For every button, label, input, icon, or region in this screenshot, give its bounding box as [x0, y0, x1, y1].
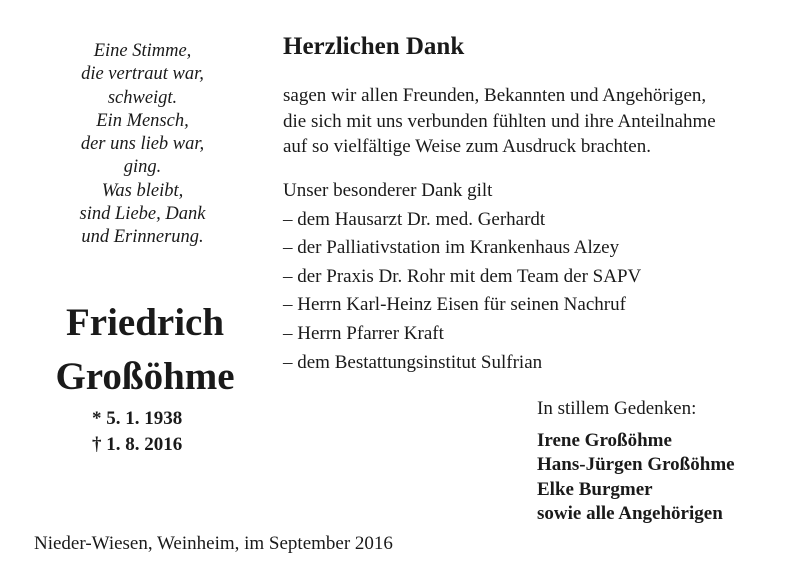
- poem-line: Was bleibt,: [101, 180, 184, 201]
- mourner-name: Irene Großöhme: [537, 429, 672, 451]
- poem-line: Ein Mensch,: [96, 110, 189, 131]
- mourner-name: Elke Burgmer: [537, 478, 653, 500]
- mourner-name: sowie alle Angehörigen: [537, 503, 723, 524]
- thanks-item: – der Praxis Dr. Rohr mit dem Team der SAPV: [283, 265, 642, 287]
- thanks-intro-line: auf so vielfältige Weise zum Ausdruck brachten.: [283, 136, 651, 157]
- thanks-item: – Herrn Pfarrer Kraft: [283, 322, 444, 344]
- thanks-item: – Herrn Karl-Heinz Eisen für seinen Nachruf: [283, 294, 626, 316]
- mourner-name: Hans-Jürgen Großöhme: [537, 454, 735, 475]
- place-and-date: Nieder-Wiesen, Weinheim, im September 2016: [34, 533, 393, 554]
- poem-line: schweigt.: [107, 87, 178, 108]
- deceased-first-name: Friedrich: [65, 301, 225, 344]
- mourners-intro: In stillem Gedenken:: [537, 398, 697, 419]
- birth-date: * 5. 1. 1938: [92, 408, 183, 429]
- deceased-last-name: Großöhme: [55, 355, 235, 398]
- death-date: † 1. 8. 2016: [92, 434, 183, 455]
- poem-line: ging.: [123, 157, 162, 178]
- life-dates: [92, 406, 232, 458]
- poem-line: die vertraut war,: [81, 64, 204, 85]
- mourners-block: [537, 397, 787, 527]
- special-thanks-intro: Unser besonderer Dank gilt: [283, 180, 493, 201]
- poem-line: der uns lieb war,: [80, 134, 205, 155]
- poem-line: Eine Stimme,: [93, 41, 192, 61]
- poem-line: und Erinnerung.: [81, 227, 204, 248]
- thanks-intro-line: die sich mit uns verbunden fühlten und ihre Anteilnahme: [283, 110, 716, 132]
- thanks-item: – dem Bestattungsinstitut Sulfrian: [283, 351, 543, 373]
- thanks-item: – dem Hausarzt Dr. med. Gerhardt: [283, 208, 546, 230]
- poem-line: sind Liebe, Dank: [79, 204, 206, 225]
- thanks-intro-line: sagen wir allen Freunden, Bekannten und Angehörigen,: [283, 85, 707, 106]
- memorial-poem: [40, 40, 245, 250]
- thanks-intro: [283, 83, 783, 160]
- deceased-name: [20, 296, 270, 404]
- thanks-item: – der Palliativstation im Krankenhaus Alzey: [283, 237, 620, 259]
- special-thanks: [283, 177, 783, 377]
- thanks-heading: Herzlichen Dank: [283, 33, 465, 60]
